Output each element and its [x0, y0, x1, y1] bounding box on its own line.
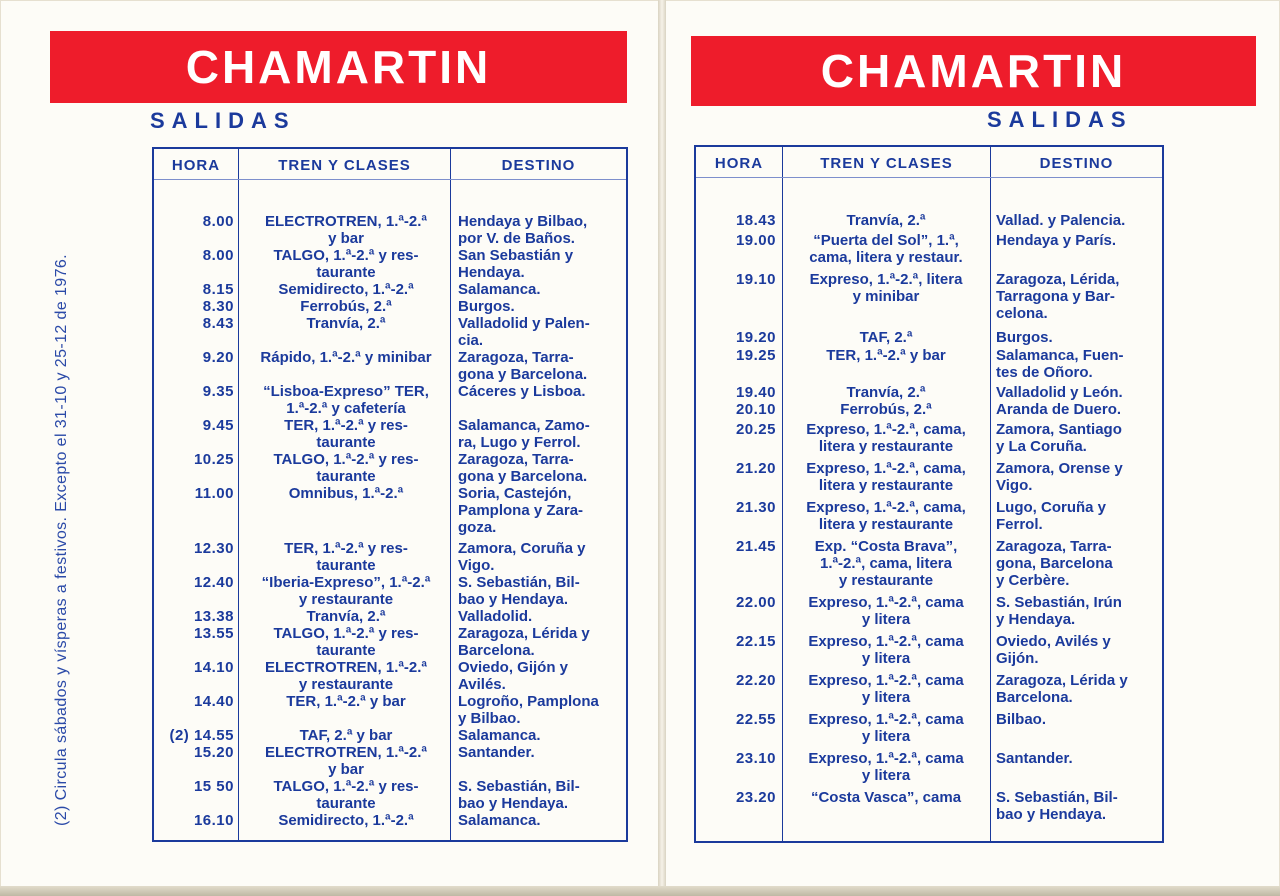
header-tren: TREN Y CLASES	[820, 155, 953, 172]
header-hora: HORA	[714, 155, 764, 172]
destination-cell: S. Sebastián, Bil- bao y Hendaya.	[458, 574, 580, 608]
destination-cell: Valladolid.	[458, 608, 533, 625]
destination-cell: Hendaya y París.	[996, 231, 1117, 249]
hora-cell: 19.40	[735, 383, 776, 401]
hora-cell: 11.00	[194, 485, 234, 502]
hora-cell: 8.15	[202, 281, 234, 298]
destination-cell: Zaragoza, Tarra- gona y Barcelona.	[458, 451, 588, 485]
train-cell: TER, 1.ª-2.ª y res- taurante	[284, 417, 408, 451]
column-divider	[990, 147, 991, 841]
destination-cell: Oviedo, Gijón y Avilés.	[458, 659, 569, 693]
hora-cell: 13.38	[193, 608, 234, 625]
book-gutter	[658, 0, 666, 896]
hora-cell: 22.20	[735, 672, 776, 689]
train-cell: TALGO, 1.ª-2.ª y res- taurante	[273, 247, 419, 281]
train-cell: ELECTROTREN, 1.ª-2.ª y bar	[265, 744, 427, 778]
header-hora: HORA	[171, 157, 221, 174]
train-cell: Omnibus, 1.ª-2.ª	[288, 485, 404, 502]
hora-cell: 15 50	[193, 778, 234, 795]
hora-cell: 19.10	[735, 270, 776, 288]
destination-cell: Salamanca, Zamo- ra, Lugo y Ferrol.	[458, 417, 590, 451]
hora-cell: 19.00	[735, 231, 776, 249]
train-cell: TALGO, 1.ª-2.ª y res- taurante	[273, 451, 419, 485]
destination-cell: Santander.	[996, 750, 1073, 767]
destination-cell: S. Sebastián, Bil- bao y Hendaya.	[996, 789, 1118, 823]
hora-cell: 8.00	[202, 213, 234, 230]
hora-cell: 18.43	[735, 212, 776, 229]
destination-cell: Valladolid y Palen- cia.	[458, 315, 590, 349]
destination-cell: Zamora, Santiago y La Coruña.	[996, 420, 1122, 455]
train-cell: TER, 1.ª-2.ª y bar	[826, 346, 946, 364]
train-cell: Expreso, 1.ª-2.ª, litera y minibar	[809, 270, 963, 305]
destination-cell: Burgos.	[458, 298, 515, 315]
train-cell: TAF, 2.ª y bar	[299, 727, 393, 744]
hora-cell: 21.30	[735, 498, 776, 516]
destination-cell: Zaragoza, Lérida, Tarragona y Bar- celona.	[996, 270, 1120, 322]
destination-cell: Hendaya y Bilbao, por V. de Baños.	[458, 213, 588, 247]
departures-heading-left: SALIDAS	[150, 108, 296, 133]
train-cell: TALGO, 1.ª-2.ª y res- taurante	[273, 778, 419, 812]
header-divider	[154, 179, 626, 180]
destination-cell: Logroño, Pamplona y Bilbao.	[458, 693, 599, 727]
train-cell: Tranvía, 2.ª	[306, 608, 386, 625]
destination-cell: Salamanca.	[458, 812, 541, 829]
destination-cell: Soria, Castejón, Pamplona y Zara- goza.	[458, 485, 584, 536]
train-cell: Expreso, 1.ª-2.ª, cama y litera	[808, 672, 964, 706]
train-cell: Tranvía, 2.ª	[846, 212, 926, 229]
departures-table-right	[694, 145, 1164, 843]
destination-cell: Salamanca, Fuen- tes de Oñoro.	[996, 346, 1124, 381]
train-cell: Expreso, 1.ª-2.ª, cama y litera	[808, 594, 964, 628]
hora-cell: 20.25	[735, 420, 776, 438]
destination-cell: Salamanca.	[458, 281, 541, 298]
destination-cell: Salamanca.	[458, 727, 541, 744]
hora-cell: 22.55	[735, 711, 776, 728]
train-cell: Rápido, 1.ª-2.ª y minibar	[260, 349, 432, 366]
hora-cell: 14.10	[193, 659, 234, 676]
hora-cell: 8.43	[202, 315, 234, 332]
hora-cell: 22.00	[735, 594, 776, 611]
hora-cell: 21.45	[735, 537, 776, 555]
train-cell: ELECTROTREN, 1.ª-2.ª y restaurante	[265, 659, 427, 693]
train-cell: Semidirecto, 1.ª-2.ª	[278, 812, 414, 829]
destination-cell: Valladolid y León.	[996, 383, 1123, 401]
train-cell: “Lisboa-Expreso” TER, 1.ª-2.ª y cafetería	[263, 383, 429, 417]
hora-cell: 12.30	[193, 540, 234, 557]
train-cell: TER, 1.ª-2.ª y bar	[286, 693, 406, 710]
departures-table-left	[152, 147, 628, 842]
destination-cell: Burgos.	[996, 329, 1053, 346]
page-edge	[0, 886, 1280, 896]
station-banner-left: CHAMARTIN	[50, 31, 627, 103]
header-tren: TREN Y CLASES	[278, 157, 411, 174]
destination-cell: Zaragoza, Lérida y Barcelona.	[996, 672, 1128, 706]
train-cell: Ferrobús, 2.ª	[300, 298, 392, 315]
destination-cell: S. Sebastián, Irún y Hendaya.	[996, 594, 1122, 628]
hora-cell: 23.20	[735, 789, 776, 806]
train-cell: Expreso, 1.ª-2.ª, cama y litera	[808, 711, 964, 745]
destination-cell: Cáceres y Lisboa.	[458, 383, 586, 400]
train-cell: Tranvía, 2.ª	[846, 383, 926, 401]
train-cell: “Puerta del Sol”, 1.ª, cama, litera y restaur.	[809, 231, 963, 266]
train-cell: TAF, 2.ª	[859, 329, 913, 346]
header-destino: DESTINO	[501, 157, 576, 174]
train-cell: Expreso, 1.ª-2.ª, cama, litera y restaurante	[806, 420, 966, 455]
hora-cell: 20.10	[735, 401, 776, 418]
header-destino: DESTINO	[1039, 155, 1114, 172]
footnote-side-note: (2) Circula sábados y vísperas a festivos. Excepto el 31-10 y 25-12 de 1976.	[53, 253, 70, 826]
destination-cell: Zaragoza, Tarra- gona y Barcelona.	[458, 349, 588, 383]
hora-cell: 23.10	[735, 750, 776, 767]
hora-cell: 8.00	[202, 247, 234, 264]
hora-cell: 9.35	[202, 383, 234, 400]
destination-cell: Zaragoza, Tarra- gona, Barcelona y Cerbère.	[996, 537, 1113, 589]
hora-cell: 9.45	[202, 417, 234, 434]
station-banner-right: CHAMARTIN	[691, 36, 1256, 106]
train-cell: “Iberia-Expreso”, 1.ª-2.ª y restaurante	[261, 574, 431, 608]
hora-cell: 10.25	[193, 451, 234, 468]
destination-cell: Zamora, Orense y Vigo.	[996, 459, 1123, 494]
hora-cell: 15.20	[193, 744, 234, 761]
train-cell: Semidirecto, 1.ª-2.ª	[278, 281, 414, 298]
train-cell: Expreso, 1.ª-2.ª, cama y litera	[808, 633, 964, 667]
destination-cell: Vallad. y Palencia.	[996, 212, 1126, 229]
destination-cell: Lugo, Coruña y Ferrol.	[996, 498, 1106, 533]
column-divider	[782, 147, 783, 841]
train-cell: Exp. “Costa Brava”, 1.ª-2.ª, cama, litera y restaurante	[814, 537, 958, 589]
departures-heading-right: SALIDAS	[987, 107, 1133, 132]
header-divider	[696, 177, 1162, 178]
destination-cell: Zaragoza, Lérida y Barcelona.	[458, 625, 590, 659]
destination-cell: Oviedo, Avilés y Gijón.	[996, 633, 1111, 667]
train-cell: Expreso, 1.ª-2.ª, cama, litera y restaurante	[806, 459, 966, 494]
hora-cell: 13.55	[193, 625, 234, 642]
hora-cell: 9.20	[202, 349, 234, 366]
train-cell: ELECTROTREN, 1.ª-2.ª y bar	[265, 213, 427, 247]
hora-cell: 21.20	[735, 459, 776, 477]
train-cell: Tranvía, 2.ª	[306, 315, 386, 332]
train-cell: TALGO, 1.ª-2.ª y res- taurante	[273, 625, 419, 659]
destination-cell: Zamora, Coruña y Vigo.	[458, 540, 586, 574]
destination-cell: S. Sebastián, Bil- bao y Hendaya.	[458, 778, 580, 812]
hora-cell: 14.40	[193, 693, 234, 710]
column-divider	[238, 149, 239, 840]
hora-cell: 19.20	[735, 329, 776, 346]
hora-cell: (2) 14.55	[169, 727, 234, 744]
hora-cell: 8.30	[202, 298, 234, 315]
train-cell: TER, 1.ª-2.ª y res- taurante	[284, 540, 408, 574]
train-cell: Expreso, 1.ª-2.ª, cama y litera	[808, 750, 964, 784]
train-cell: Ferrobús, 2.ª	[840, 401, 932, 418]
hora-cell: 19.25	[735, 346, 776, 364]
destination-cell: Santander.	[458, 744, 535, 761]
hora-cell: 22.15	[735, 633, 776, 650]
destination-cell: San Sebastián y Hendaya.	[458, 247, 574, 281]
train-cell: Expreso, 1.ª-2.ª, cama, litera y restaurante	[806, 498, 966, 533]
hora-cell: 12.40	[193, 574, 234, 591]
column-divider	[450, 149, 451, 840]
hora-cell: 16.10	[193, 812, 234, 829]
train-cell: “Costa Vasca”, cama	[810, 789, 962, 806]
destination-cell: Bilbao.	[996, 711, 1047, 728]
destination-cell: Aranda de Duero.	[996, 401, 1122, 418]
